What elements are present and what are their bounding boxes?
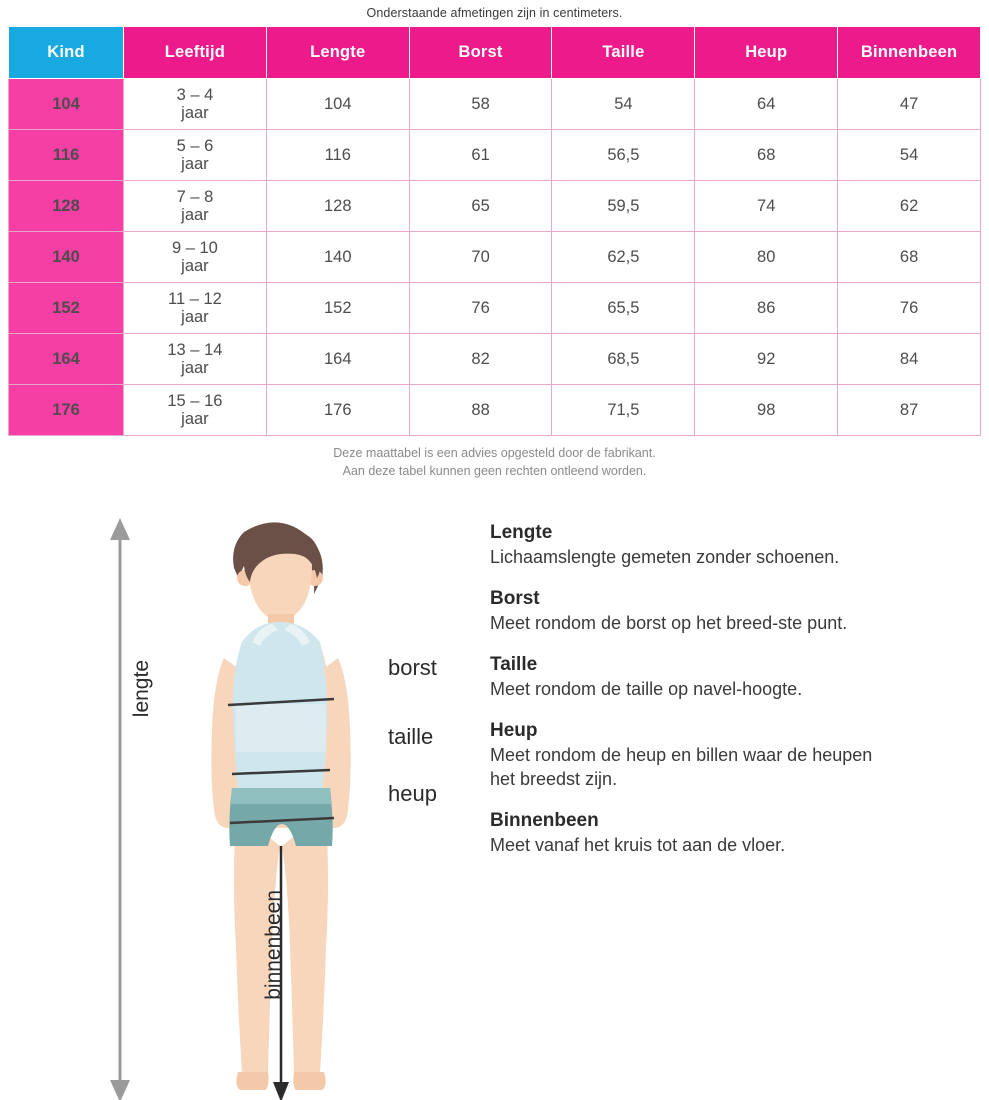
cell-lengte: 128 (266, 181, 409, 232)
table-row (9, 334, 981, 385)
footnote-line-1: Deze maattabel is een advies opgesteld door de fabrikant. (333, 446, 656, 460)
cell-heup: 98 (695, 385, 838, 436)
cell-leeftijd (124, 283, 267, 334)
cell-lengte: 152 (266, 283, 409, 334)
lengte-arrow (110, 518, 130, 1100)
age-range: 5 – 6 (176, 136, 214, 155)
cell-binnenbeen: 68 (838, 232, 981, 283)
figure-illustration (0, 510, 490, 1100)
age-range: 3 – 4 (176, 85, 214, 104)
cell-leeftijd (124, 79, 267, 130)
description-title: Binnenbeen (490, 809, 599, 831)
cell-taille: 68,5 (552, 334, 695, 385)
age-range: 13 – 14 (167, 340, 223, 359)
table-row (9, 181, 981, 232)
cell-borst: 76 (409, 283, 552, 334)
cell-kind: 164 (9, 334, 124, 385)
column-header-leeftijd: Leeftijd (124, 27, 267, 79)
cell-borst: 82 (409, 334, 552, 385)
cell-heup: 86 (695, 283, 838, 334)
description-text: Meet rondom de heup en billen waar de heupen het breedst zijn. (490, 745, 873, 789)
cell-lengte: 164 (266, 334, 409, 385)
table-footnotes (0, 436, 989, 480)
table-row (9, 232, 981, 283)
age-unit: jaar (181, 206, 209, 224)
borst-label: borst (388, 655, 437, 681)
description-borst (490, 588, 949, 636)
description-binnenbeen (490, 810, 949, 858)
cell-taille: 65,5 (552, 283, 695, 334)
footnote-line-2: Aan deze tabel kunnen geen rechten ontleend worden. (342, 464, 647, 479)
cell-taille: 71,5 (552, 385, 695, 436)
cell-leeftijd (124, 130, 267, 181)
description-title: Lengte (490, 522, 553, 544)
cell-heup: 74 (695, 181, 838, 232)
cell-heup: 92 (695, 334, 838, 385)
heup-label: heup (388, 781, 437, 807)
cell-binnenbeen: 47 (838, 79, 981, 130)
size-table (8, 26, 981, 436)
age-unit: jaar (181, 359, 209, 377)
description-text: Meet rondom de taille op navel-hoogte. (490, 679, 803, 700)
cell-heup: 80 (695, 232, 838, 283)
age-unit: jaar (181, 308, 209, 326)
cell-leeftijd (124, 232, 267, 283)
cell-taille: 56,5 (552, 130, 695, 181)
column-header-borst: Borst (409, 27, 552, 79)
age-range: 11 – 12 (168, 289, 222, 308)
description-title: Taille (490, 654, 538, 676)
cell-heup: 64 (695, 79, 838, 130)
cell-kind: 140 (9, 232, 124, 283)
description-heup (490, 720, 949, 792)
description-title: Borst (490, 588, 540, 610)
cell-lengte: 140 (266, 232, 409, 283)
cell-borst: 61 (409, 130, 552, 181)
cell-lengte: 104 (266, 79, 409, 130)
cell-kind: 104 (9, 79, 124, 130)
age-unit: jaar (181, 155, 209, 173)
column-header-taille: Taille (552, 27, 695, 79)
age-range: 9 – 10 (171, 238, 218, 257)
age-unit: jaar (181, 257, 209, 275)
description-lengte (490, 522, 949, 570)
table-row (9, 79, 981, 130)
cell-kind: 152 (9, 283, 124, 334)
age-unit: jaar (181, 104, 209, 122)
cell-heup: 68 (695, 130, 838, 181)
table-row (9, 130, 981, 181)
cell-taille: 54 (552, 79, 695, 130)
binnenbeen-label: binnenbeen (262, 890, 285, 1001)
cell-lengte: 116 (266, 130, 409, 181)
column-header-lengte: Lengte (266, 27, 409, 79)
description-title: Heup (490, 720, 538, 742)
cell-binnenbeen: 87 (838, 385, 981, 436)
size-table-container (0, 26, 989, 436)
cell-binnenbeen: 84 (838, 334, 981, 385)
cell-lengte: 176 (266, 385, 409, 436)
description-text: Lichaamslengte gemeten zonder schoenen. (490, 547, 840, 568)
cell-kind: 128 (9, 181, 124, 232)
description-text: Meet vanaf het kruis tot aan de vloer. (490, 834, 786, 855)
cell-kind: 176 (9, 385, 124, 436)
column-header-heup: Heup (695, 27, 838, 79)
cell-taille: 62,5 (552, 232, 695, 283)
taille-label: taille (388, 724, 434, 750)
table-body (9, 79, 981, 436)
cell-leeftijd (124, 385, 267, 436)
cell-taille: 59,5 (552, 181, 695, 232)
cell-leeftijd (124, 334, 267, 385)
measurement-descriptions (490, 510, 989, 1100)
cell-kind: 116 (9, 130, 124, 181)
description-text: Meet rondom de borst op het breed-ste punt. (490, 613, 848, 634)
lengte-label: lengte (130, 660, 153, 718)
cell-borst: 65 (409, 181, 552, 232)
table-header (9, 27, 981, 79)
table-row (9, 283, 981, 334)
cell-binnenbeen: 76 (838, 283, 981, 334)
description-taille (490, 654, 949, 702)
cell-binnenbeen: 54 (838, 130, 981, 181)
age-unit: jaar (181, 410, 209, 428)
cell-borst: 88 (409, 385, 552, 436)
units-note: Onderstaande afmetingen zijn in centimeters. (366, 6, 623, 20)
column-header-binnenbeen: Binnenbeen (838, 27, 981, 79)
measurement-guide (0, 480, 989, 1100)
age-range: 15 – 16 (167, 391, 223, 410)
age-range: 7 – 8 (176, 187, 214, 206)
table-row (9, 385, 981, 436)
column-header-kind: Kind (9, 27, 124, 79)
cell-borst: 58 (409, 79, 552, 130)
table-header-row (9, 27, 981, 79)
cell-binnenbeen: 62 (838, 181, 981, 232)
cell-borst: 70 (409, 232, 552, 283)
cell-leeftijd (124, 181, 267, 232)
